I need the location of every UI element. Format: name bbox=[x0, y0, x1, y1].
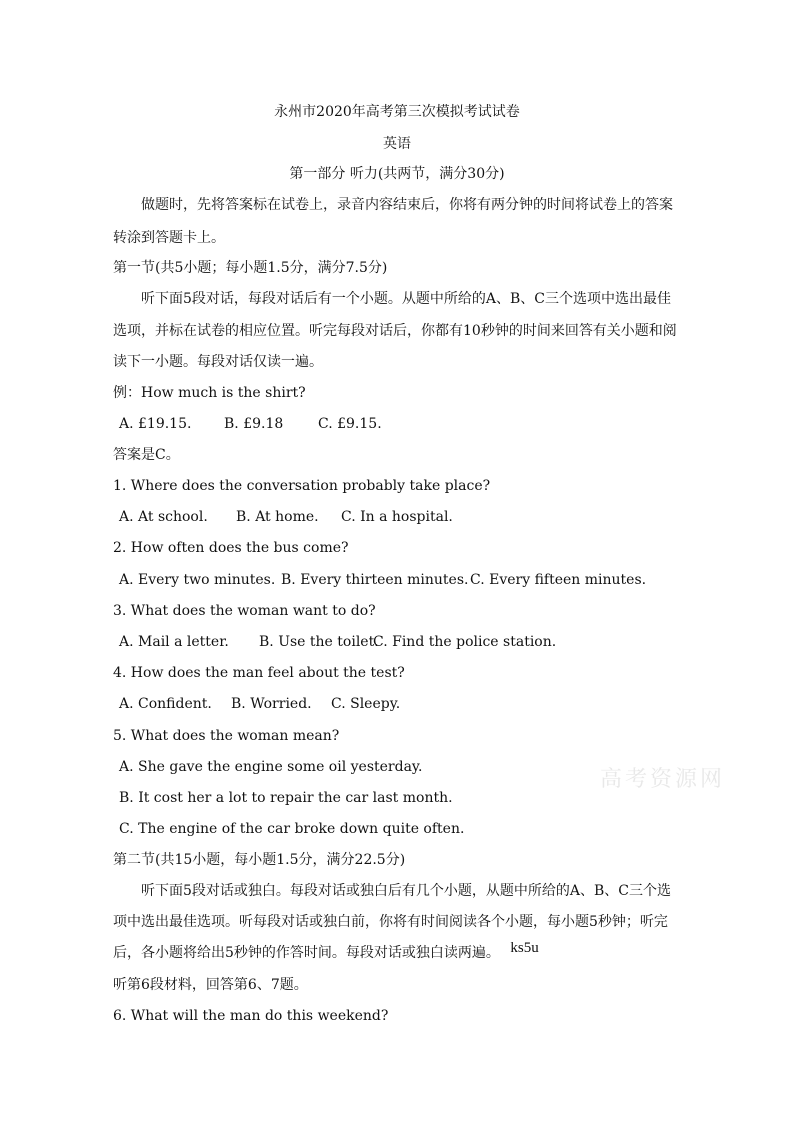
section-2-line-3 bbox=[113, 940, 539, 962]
question-5: 5. What does the woman mean? bbox=[113, 728, 340, 744]
question-5-option-b: B. It cost her a lot to repair the car last month. bbox=[119, 790, 453, 806]
section-2-line-3-text: 后，各小题将给出5秒钟的作答时间。每段对话或独白读两遍。 bbox=[113, 945, 500, 961]
question-1-option-b: B. At home. bbox=[236, 509, 319, 525]
section-1-line-1: 听下面5段对话，每段对话后有一个小题。从题中所给的A、B、C三个选项中选出最佳 bbox=[141, 291, 672, 307]
question-1: 1. Where does the conversation probably take place? bbox=[113, 478, 491, 494]
question-2-option-b: B. Every thirteen minutes. bbox=[281, 572, 469, 588]
question-5-option-a: A. She gave the engine some oil yesterday. bbox=[119, 759, 423, 775]
subject-title: 英语 bbox=[383, 136, 411, 152]
exam-title: 永州市2020年高考第三次模拟考试试卷 bbox=[274, 104, 520, 120]
watermark: 高考资源网 bbox=[600, 767, 726, 792]
question-6: 6. What will the man do this weekend? bbox=[113, 1008, 389, 1024]
material-6-instruction: 听第6段材料，回答第6、7题。 bbox=[113, 977, 308, 993]
part-one-heading: 第一部分 听力(共两节，满分30分) bbox=[289, 166, 505, 182]
question-2-option-a: A. Every two minutes. bbox=[119, 572, 276, 588]
question-3-option-a: A. Mail a letter. bbox=[119, 634, 229, 650]
instructions-line-1: 做题时，先将答案标在试卷上，录音内容结束后，你将有两分钟的时间将试卷上的答案 bbox=[141, 197, 673, 213]
example-option-c: C. £9.15. bbox=[318, 416, 382, 432]
question-4-option-a: A. Confident. bbox=[119, 696, 212, 712]
example-question: 例：How much is the shirt? bbox=[113, 385, 306, 401]
instructions-line-2: 转涂到答题卡上。 bbox=[113, 230, 225, 246]
section-2-line-2: 项中选出最佳选项。听每段对话或独白前，你将有时间阅读各个小题，每小题5秒钟；听完 bbox=[113, 914, 668, 930]
example-options bbox=[119, 415, 382, 433]
question-4-options bbox=[119, 695, 400, 713]
example-answer: 答案是C。 bbox=[113, 447, 180, 463]
question-2-option-c: C. Every fifteen minutes. bbox=[470, 572, 647, 588]
example-option-b: B. £9.18 bbox=[224, 416, 284, 432]
question-2: 2. How often does the bus come? bbox=[113, 540, 349, 556]
section-1-line-2: 选项，并标在试卷的相应位置。听完每段对话后，你都有10秒钟的时间来回答有关小题和阅 bbox=[113, 323, 677, 339]
question-1-options bbox=[119, 508, 453, 526]
question-4: 4. How does the man feel about the test? bbox=[113, 665, 405, 681]
question-2-options bbox=[119, 571, 646, 589]
ks5u-mark: ks5u bbox=[510, 940, 539, 956]
example-option-a: A. £19.15. bbox=[119, 416, 192, 432]
section-1-line-3: 读下一小题。每段对话仅读一遍。 bbox=[113, 354, 323, 370]
section-2-line-1: 听下面5段对话或独白。每段对话或独白后有几个小题，从题中所给的A、B、C三个选 bbox=[141, 883, 672, 899]
question-1-option-a: A. At school. bbox=[119, 509, 208, 525]
question-3-option-c: C. Find the police station. bbox=[373, 634, 557, 650]
question-3: 3. What does the woman want to do? bbox=[113, 603, 376, 619]
question-5-option-c: C. The engine of the car broke down quite often. bbox=[119, 821, 465, 837]
question-4-option-b: B. Worried. bbox=[231, 696, 312, 712]
question-4-option-c: C. Sleepy. bbox=[331, 696, 401, 712]
question-3-option-b: B. Use the toilet. bbox=[259, 634, 379, 650]
question-1-option-c: C. In a hospital. bbox=[341, 509, 453, 525]
question-3-options bbox=[119, 633, 556, 651]
section-2-heading: 第二节(共15小题，每小题1.5分，满分22.5分) bbox=[113, 852, 406, 868]
section-1-heading: 第一节(共5小题；每小题1.5分，满分7.5分) bbox=[113, 260, 388, 276]
